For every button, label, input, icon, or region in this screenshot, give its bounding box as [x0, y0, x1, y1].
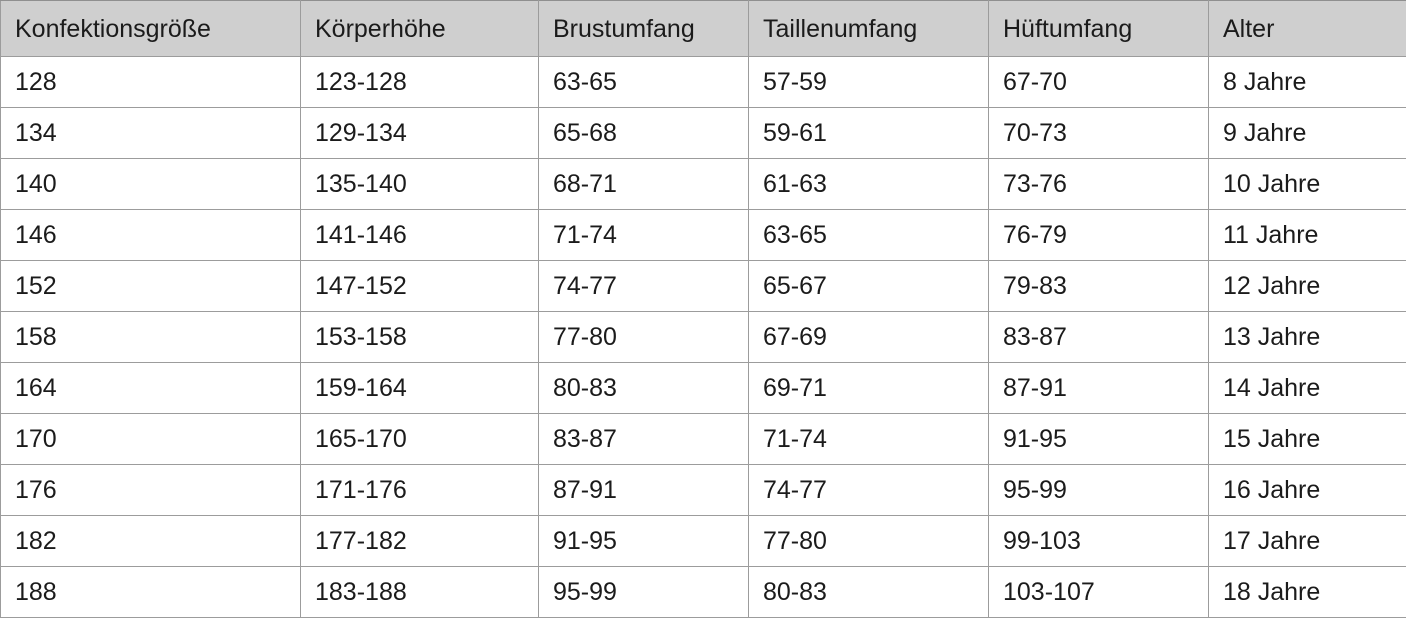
cell-koerperhoehe: 159-164 [301, 363, 539, 414]
cell-alter: 8 Jahre [1209, 57, 1406, 108]
table-row [1, 567, 1406, 618]
cell-alter: 13 Jahre [1209, 312, 1406, 363]
cell-konfektionsgroesse: 164 [1, 363, 301, 414]
cell-taillenumfang: 71-74 [749, 414, 989, 465]
cell-alter: 17 Jahre [1209, 516, 1406, 567]
cell-alter: 12 Jahre [1209, 261, 1406, 312]
cell-alter: 14 Jahre [1209, 363, 1406, 414]
cell-koerperhoehe: 141-146 [301, 210, 539, 261]
cell-taillenumfang: 67-69 [749, 312, 989, 363]
table-row [1, 465, 1406, 516]
cell-brustumfang: 80-83 [539, 363, 749, 414]
cell-hueftumfang: 83-87 [989, 312, 1209, 363]
cell-taillenumfang: 57-59 [749, 57, 989, 108]
cell-alter: 10 Jahre [1209, 159, 1406, 210]
table-header-row [1, 1, 1406, 57]
cell-taillenumfang: 59-61 [749, 108, 989, 159]
table-row [1, 57, 1406, 108]
cell-koerperhoehe: 135-140 [301, 159, 539, 210]
table-row [1, 261, 1406, 312]
cell-hueftumfang: 79-83 [989, 261, 1209, 312]
cell-koerperhoehe: 147-152 [301, 261, 539, 312]
cell-alter: 11 Jahre [1209, 210, 1406, 261]
cell-hueftumfang: 76-79 [989, 210, 1209, 261]
cell-koerperhoehe: 129-134 [301, 108, 539, 159]
column-header-alter: Alter [1209, 1, 1406, 57]
table-row [1, 159, 1406, 210]
cell-konfektionsgroesse: 134 [1, 108, 301, 159]
cell-koerperhoehe: 165-170 [301, 414, 539, 465]
cell-koerperhoehe: 177-182 [301, 516, 539, 567]
cell-hueftumfang: 99-103 [989, 516, 1209, 567]
table-row [1, 363, 1406, 414]
cell-alter: 16 Jahre [1209, 465, 1406, 516]
cell-konfektionsgroesse: 176 [1, 465, 301, 516]
cell-konfektionsgroesse: 182 [1, 516, 301, 567]
cell-hueftumfang: 70-73 [989, 108, 1209, 159]
cell-brustumfang: 74-77 [539, 261, 749, 312]
cell-taillenumfang: 77-80 [749, 516, 989, 567]
cell-alter: 9 Jahre [1209, 108, 1406, 159]
table-row [1, 108, 1406, 159]
cell-brustumfang: 65-68 [539, 108, 749, 159]
cell-taillenumfang: 63-65 [749, 210, 989, 261]
cell-brustumfang: 63-65 [539, 57, 749, 108]
table-row [1, 414, 1406, 465]
column-header-brustumfang: Brustumfang [539, 1, 749, 57]
column-header-hueftumfang: Hüftumfang [989, 1, 1209, 57]
cell-brustumfang: 77-80 [539, 312, 749, 363]
cell-konfektionsgroesse: 146 [1, 210, 301, 261]
table-row [1, 210, 1406, 261]
cell-koerperhoehe: 153-158 [301, 312, 539, 363]
cell-konfektionsgroesse: 188 [1, 567, 301, 618]
cell-taillenumfang: 65-67 [749, 261, 989, 312]
column-header-koerperhoehe: Körperhöhe [301, 1, 539, 57]
cell-brustumfang: 95-99 [539, 567, 749, 618]
cell-konfektionsgroesse: 152 [1, 261, 301, 312]
cell-brustumfang: 87-91 [539, 465, 749, 516]
cell-hueftumfang: 73-76 [989, 159, 1209, 210]
cell-koerperhoehe: 171-176 [301, 465, 539, 516]
table-row [1, 516, 1406, 567]
cell-taillenumfang: 61-63 [749, 159, 989, 210]
cell-brustumfang: 91-95 [539, 516, 749, 567]
column-header-taillenumfang: Taillenumfang [749, 1, 989, 57]
table-row [1, 312, 1406, 363]
cell-alter: 15 Jahre [1209, 414, 1406, 465]
cell-hueftumfang: 95-99 [989, 465, 1209, 516]
cell-hueftumfang: 67-70 [989, 57, 1209, 108]
cell-koerperhoehe: 123-128 [301, 57, 539, 108]
cell-brustumfang: 68-71 [539, 159, 749, 210]
cell-konfektionsgroesse: 158 [1, 312, 301, 363]
cell-alter: 18 Jahre [1209, 567, 1406, 618]
cell-taillenumfang: 69-71 [749, 363, 989, 414]
cell-konfektionsgroesse: 128 [1, 57, 301, 108]
table-body [1, 57, 1406, 618]
cell-konfektionsgroesse: 140 [1, 159, 301, 210]
cell-konfektionsgroesse: 170 [1, 414, 301, 465]
cell-hueftumfang: 87-91 [989, 363, 1209, 414]
cell-brustumfang: 71-74 [539, 210, 749, 261]
cell-brustumfang: 83-87 [539, 414, 749, 465]
cell-koerperhoehe: 183-188 [301, 567, 539, 618]
column-header-konfektionsgroesse: Konfektionsgröße [1, 1, 301, 57]
cell-taillenumfang: 80-83 [749, 567, 989, 618]
table-header [1, 1, 1406, 57]
cell-taillenumfang: 74-77 [749, 465, 989, 516]
cell-hueftumfang: 91-95 [989, 414, 1209, 465]
cell-hueftumfang: 103-107 [989, 567, 1209, 618]
